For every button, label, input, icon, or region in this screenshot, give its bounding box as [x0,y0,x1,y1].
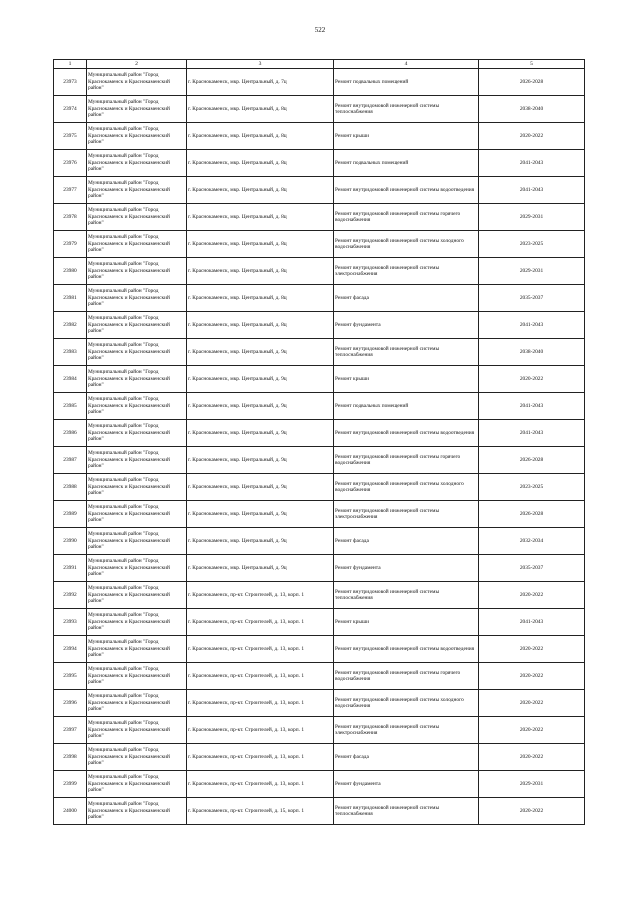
cell-work-type: Ремонт фасада [334,285,479,312]
table-row [54,690,585,717]
cell-municipality: Муниципальный район "Город Краснокаменск и Краснокаменский район" [87,204,187,231]
cell-row-number: 23992 [54,582,87,609]
repair-schedule-table [53,59,585,825]
cell-term: 2026-2028 [479,447,585,474]
cell-row-number: 23991 [54,555,87,582]
cell-term: 2026-2028 [479,501,585,528]
cell-work-type: Ремонт подвальных помещений [334,150,479,177]
cell-address: г. Краснокаменск, мкр. Центральный, д. 9ц [187,366,334,393]
cell-term: 2020-2022 [479,582,585,609]
cell-row-number: 23986 [54,420,87,447]
cell-municipality: Муниципальный район "Город Краснокаменск и Краснокаменский район" [87,582,187,609]
cell-term: 2020-2022 [479,366,585,393]
cell-work-type: Ремонт фундамента [334,771,479,798]
cell-term: 2026-2028 [479,69,585,96]
cell-row-number: 23987 [54,447,87,474]
column-header-5: 5 [479,60,585,69]
cell-address: г. Краснокаменск, пр-кт. Строителей, д. 13, корп. 1 [187,744,334,771]
cell-term: 2020-2022 [479,744,585,771]
cell-address: г. Краснокаменск, мкр. Центральный, д. 8ц [187,258,334,285]
cell-term: 2035-2037 [479,555,585,582]
cell-row-number: 23982 [54,312,87,339]
table-row [54,366,585,393]
cell-municipality: Муниципальный район "Город Краснокаменск и Краснокаменский район" [87,528,187,555]
cell-address: г. Краснокаменск, мкр. Центральный, д. 9ц [187,528,334,555]
cell-work-type: Ремонт крыши [334,609,479,636]
cell-row-number: 23979 [54,231,87,258]
cell-work-type: Ремонт внутридомовой инженерной системы холодного водоснабжения [334,690,479,717]
cell-municipality: Муниципальный район "Город Краснокаменск и Краснокаменский район" [87,69,187,96]
table-row [54,231,585,258]
cell-municipality: Муниципальный район "Город Краснокаменск и Краснокаменский район" [87,663,187,690]
table-row [54,501,585,528]
cell-row-number: 24000 [54,798,87,825]
cell-row-number: 23998 [54,744,87,771]
cell-row-number: 23985 [54,393,87,420]
table-row [54,447,585,474]
cell-address: г. Краснокаменск, мкр. Центральный, д. 8ц [187,204,334,231]
cell-term: 2041-2043 [479,150,585,177]
cell-term: 2029-2031 [479,258,585,285]
cell-row-number: 23994 [54,636,87,663]
cell-work-type: Ремонт внутридомовой инженерной системы водоотведения [334,420,479,447]
cell-term: 2032-2034 [479,528,585,555]
cell-address: г. Краснокаменск, мкр. Центральный, д. 9ц [187,474,334,501]
cell-row-number: 23984 [54,366,87,393]
table-row [54,582,585,609]
cell-row-number: 23996 [54,690,87,717]
table-row [54,663,585,690]
cell-work-type: Ремонт фасада [334,528,479,555]
cell-work-type: Ремонт крыши [334,123,479,150]
cell-address: г. Краснокаменск, мкр. Центральный, д. 9ц [187,501,334,528]
cell-municipality: Муниципальный район "Город Краснокаменск и Краснокаменский район" [87,636,187,663]
cell-term: 2038-2040 [479,339,585,366]
cell-address: г. Краснокаменск, пр-кт. Строителей, д. 13, корп. 1 [187,582,334,609]
table-row [54,204,585,231]
table-row [54,609,585,636]
cell-address: г. Краснокаменск, мкр. Центральный, д. 8ц [187,96,334,123]
cell-term: 2035-2037 [479,285,585,312]
cell-municipality: Муниципальный район "Город Краснокаменск и Краснокаменский район" [87,393,187,420]
cell-municipality: Муниципальный район "Город Краснокаменск и Краснокаменский район" [87,798,187,825]
table-row [54,177,585,204]
cell-row-number: 23990 [54,528,87,555]
cell-row-number: 23977 [54,177,87,204]
cell-work-type: Ремонт фасада [334,744,479,771]
cell-work-type: Ремонт подвальных помещений [334,69,479,96]
cell-work-type: Ремонт внутридомовой инженерной системы электроснабжения [334,501,479,528]
cell-term: 2020-2022 [479,798,585,825]
table-row [54,717,585,744]
cell-term: 2029-2031 [479,204,585,231]
cell-term: 2023-2025 [479,231,585,258]
cell-municipality: Муниципальный район "Город Краснокаменск и Краснокаменский район" [87,690,187,717]
cell-row-number: 23989 [54,501,87,528]
column-header-4: 4 [334,60,479,69]
cell-municipality: Муниципальный район "Город Краснокаменск и Краснокаменский район" [87,339,187,366]
cell-term: 2020-2022 [479,690,585,717]
cell-municipality: Муниципальный район "Город Краснокаменск и Краснокаменский район" [87,474,187,501]
table-row [54,96,585,123]
cell-work-type: Ремонт внутридомовой инженерной системы холодного водоснабжения [334,474,479,501]
cell-address: г. Краснокаменск, мкр. Центральный, д. 7ц [187,69,334,96]
cell-row-number: 23976 [54,150,87,177]
cell-work-type: Ремонт внутридомовой инженерной системы теплоснабжения [334,798,479,825]
cell-municipality: Муниципальный район "Город Краснокаменск и Краснокаменский район" [87,501,187,528]
table-body [54,60,585,825]
cell-work-type: Ремонт фундамента [334,312,479,339]
table-row [54,393,585,420]
cell-municipality: Муниципальный район "Город Краснокаменск и Краснокаменский район" [87,150,187,177]
cell-address: г. Краснокаменск, мкр. Центральный, д. 8ц [187,231,334,258]
table-header-row [54,60,585,69]
cell-address: г. Краснокаменск, пр-кт. Строителей, д. 13, корп. 1 [187,717,334,744]
cell-term: 2038-2040 [479,96,585,123]
table-row [54,555,585,582]
cell-row-number: 23999 [54,771,87,798]
table-row [54,474,585,501]
cell-work-type: Ремонт внутридомовой инженерной системы электроснабжения [334,258,479,285]
table-row [54,150,585,177]
cell-municipality: Муниципальный район "Город Краснокаменск и Краснокаменский район" [87,420,187,447]
cell-row-number: 23973 [54,69,87,96]
cell-row-number: 23997 [54,717,87,744]
cell-municipality: Муниципальный район "Город Краснокаменск и Краснокаменский район" [87,285,187,312]
cell-work-type: Ремонт внутридомовой инженерной системы горячего водоснабжения [334,663,479,690]
cell-work-type: Ремонт внутридомовой инженерной системы электроснабжения [334,717,479,744]
cell-address: г. Краснокаменск, пр-кт. Строителей, д. 13, корп. 1 [187,663,334,690]
table-row [54,312,585,339]
table-row [54,636,585,663]
cell-term: 2023-2025 [479,474,585,501]
cell-address: г. Краснокаменск, пр-кт. Строителей, д. 13, корп. 1 [187,609,334,636]
column-header-1: 1 [54,60,87,69]
cell-term: 2020-2022 [479,717,585,744]
table-row [54,69,585,96]
cell-work-type: Ремонт внутридомовой инженерной системы водоотведения [334,177,479,204]
cell-municipality: Муниципальный район "Город Краснокаменск и Краснокаменский район" [87,96,187,123]
cell-address: г. Краснокаменск, мкр. Центральный, д. 9ц [187,339,334,366]
page-number: 522 [314,26,326,34]
cell-term: 2020-2022 [479,663,585,690]
cell-municipality: Муниципальный район "Город Краснокаменск и Краснокаменский район" [87,771,187,798]
cell-work-type: Ремонт внутридомовой инженерной системы теплоснабжения [334,339,479,366]
cell-row-number: 23993 [54,609,87,636]
cell-municipality: Муниципальный район "Город Краснокаменск и Краснокаменский район" [87,312,187,339]
cell-municipality: Муниципальный район "Город Краснокаменск и Краснокаменский район" [87,177,187,204]
cell-work-type: Ремонт внутридомовой инженерной системы теплоснабжения [334,96,479,123]
cell-term: 2041-2043 [479,609,585,636]
cell-address: г. Краснокаменск, мкр. Центральный, д. 9ц [187,447,334,474]
cell-work-type: Ремонт внутридомовой инженерной системы холодного водоснабжения [334,231,479,258]
table-row [54,339,585,366]
table-row [54,258,585,285]
cell-municipality: Муниципальный район "Город Краснокаменск и Краснокаменский район" [87,447,187,474]
table-row [54,123,585,150]
cell-row-number: 23974 [54,96,87,123]
cell-address: г. Краснокаменск, пр-кт. Строителей, д. 13, корп. 1 [187,771,334,798]
cell-address: г. Краснокаменск, мкр. Центральный, д. 8ц [187,150,334,177]
cell-address: г. Краснокаменск, пр-кт. Строителей, д. 13, корп. 1 [187,636,334,663]
cell-row-number: 23981 [54,285,87,312]
table-row [54,285,585,312]
cell-row-number: 23995 [54,663,87,690]
cell-work-type: Ремонт крыши [334,366,479,393]
cell-address: г. Краснокаменск, мкр. Центральный, д. 9ц [187,393,334,420]
cell-term: 2041-2043 [479,177,585,204]
cell-address: г. Краснокаменск, мкр. Центральный, д. 8ц [187,123,334,150]
cell-municipality: Муниципальный район "Город Краснокаменск и Краснокаменский район" [87,366,187,393]
table-row [54,744,585,771]
cell-address: г. Краснокаменск, мкр. Центральный, д. 8ц [187,285,334,312]
cell-row-number: 23975 [54,123,87,150]
cell-term: 2041-2043 [479,420,585,447]
cell-address: г. Краснокаменск, пр-кт. Строителей, д. 15, корп. 1 [187,798,334,825]
cell-municipality: Муниципальный район "Город Краснокаменск и Краснокаменский район" [87,609,187,636]
cell-term: 2041-2043 [479,393,585,420]
cell-term: 2020-2022 [479,636,585,663]
table-row [54,528,585,555]
cell-work-type: Ремонт внутридомовой инженерной системы водоотведения [334,636,479,663]
cell-term: 2041-2043 [479,312,585,339]
cell-term: 2029-2031 [479,771,585,798]
cell-row-number: 23980 [54,258,87,285]
cell-row-number: 23978 [54,204,87,231]
cell-work-type: Ремонт внутридомовой инженерной системы горячего водоснабжения [334,447,479,474]
column-header-3: 3 [187,60,334,69]
cell-work-type: Ремонт фундамента [334,555,479,582]
cell-municipality: Муниципальный район "Город Краснокаменск и Краснокаменский район" [87,717,187,744]
cell-term: 2020-2022 [479,123,585,150]
cell-municipality: Муниципальный район "Город Краснокаменск и Краснокаменский район" [87,231,187,258]
cell-row-number: 23988 [54,474,87,501]
cell-municipality: Муниципальный район "Город Краснокаменск и Краснокаменский район" [87,258,187,285]
cell-work-type: Ремонт подвальных помещений [334,393,479,420]
cell-address: г. Краснокаменск, мкр. Центральный, д. 9ц [187,555,334,582]
cell-municipality: Муниципальный район "Город Краснокаменск и Краснокаменский район" [87,123,187,150]
table-row [54,420,585,447]
cell-row-number: 23983 [54,339,87,366]
table-row [54,771,585,798]
column-header-2: 2 [87,60,187,69]
cell-work-type: Ремонт внутридомовой инженерной системы горячего водоснабжения [334,204,479,231]
cell-address: г. Краснокаменск, мкр. Центральный, д. 8ц [187,177,334,204]
cell-address: г. Краснокаменск, пр-кт. Строителей, д. 13, корп. 1 [187,690,334,717]
table-row [54,798,585,825]
cell-address: г. Краснокаменск, мкр. Центральный, д. 9ц [187,420,334,447]
cell-municipality: Муниципальный район "Город Краснокаменск и Краснокаменский район" [87,744,187,771]
cell-municipality: Муниципальный район "Город Краснокаменск и Краснокаменский район" [87,555,187,582]
cell-work-type: Ремонт внутридомовой инженерной системы теплоснабжения [334,582,479,609]
cell-address: г. Краснокаменск, мкр. Центральный, д. 8ц [187,312,334,339]
